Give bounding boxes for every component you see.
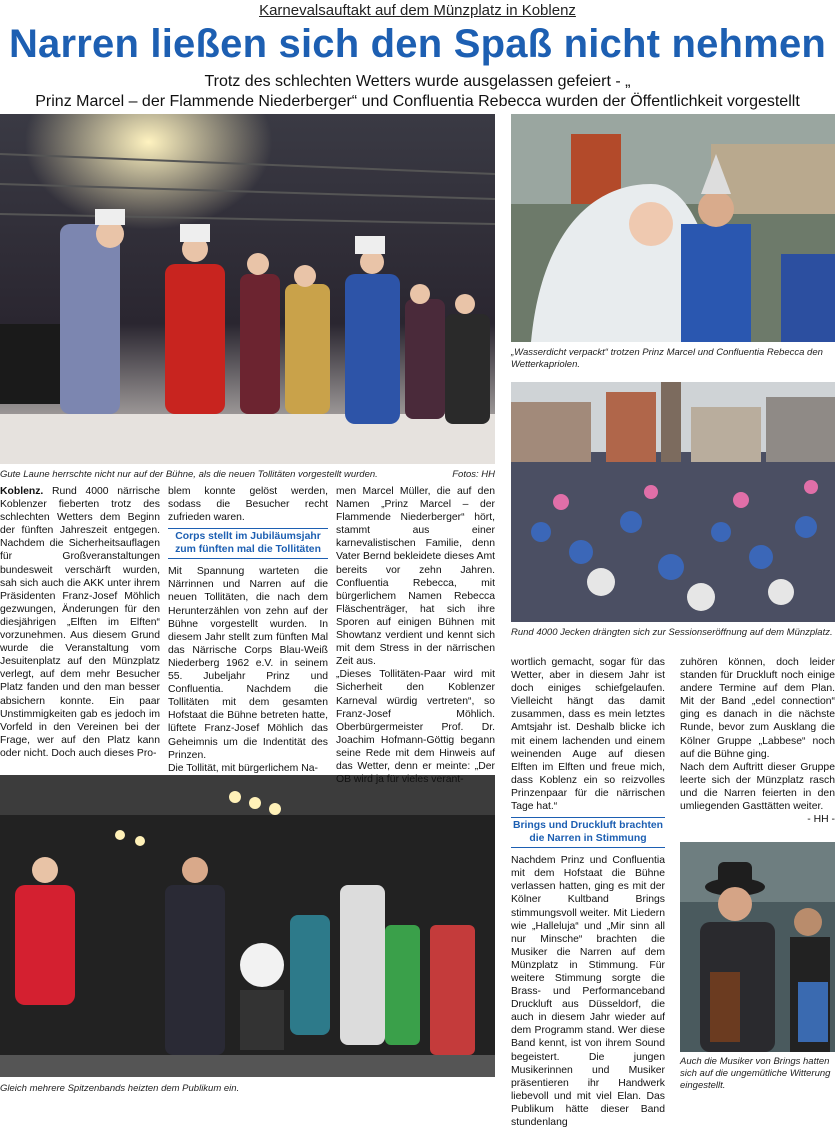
article-col3-quote: „Dieses Tollitäten-Paar wird mit Sicherheit den Koblenzer Karneval würdig vertreten“, so Franz-Josef Möhlich. Oberbürgermeister Prof. Dr. Joachim Hofmann-Göttig begann seine Rede mit dem Hinweis auf das Wetter, denn er meinte: „Der OB wird ja für vieles verant- <box>336 669 495 786</box>
article-author: - HH - <box>807 814 835 826</box>
article-col1-text: Rund 4000 närrische Koblenzer fieberten trotz des schlechten Wetters dem Beginn der fünften Jahreszeit entgegen. Nachdem die Sicherheitsauflagen für Großveranstaltungen bundesweit verschärft wurden, sah sich auch die AKK unter ihrem Präsidenten Franz-Josef Möhlich gezwungen, Änderungen für den diesjährigen „Elften im Elften“ vorzunehmen. Aus diesem Grund wurde die Veranstaltung vom Jesuitenplatz auf den Münzplatz verlegt, auf dem mehr Besucher Platz fanden und den man besser absichern konnte. Ein paar Unstimmigkeiten gab es jedoch im Vorfeld in den Vereinen bei der Frage, wer auf den Platz kann oder nicht. Doch auch dieses Pro- <box>0 486 160 759</box>
photo-brings-musician <box>680 842 835 1052</box>
article-col3-body: men Marcel Müller, die auf den Namen „Prinz Marcel – der Flammende Niederberger“ hört, stammt aus einer karnevalistischen Familie, denn Vater Bernd bekleidete dieses Amt bereits vor zehn Jahren. Confluentia Rebecca, mit bürgerlichem Namen Rebecca Fläschenträger, hat sich ihre Sporen auf einigen Bühnen mit Showtanz verdient und kennt sich mit dem Stress in der närrischen Zeit aus. <box>336 486 495 668</box>
photo-stage-tollitaeten <box>0 114 495 464</box>
article-column-2 <box>168 485 328 775</box>
caption-photo-credit: Fotos: HH <box>452 469 495 480</box>
subhead-line-2: Prinz Marcel – der Flammende Niederberger“ und Confluentia Rebecca wurden der Öffentlichkeit vorgestellt <box>35 93 800 110</box>
photo-bands-stage <box>0 775 495 1077</box>
caption-crowd: Rund 4000 Jecken drängten sich zur Sessionseröffnung auf dem Münzplatz. <box>511 627 833 638</box>
article-column-3 <box>336 485 495 786</box>
kicker-line: Karnevalsauftakt auf dem Münzplatz in Koblenz <box>259 2 576 19</box>
headline: Narren ließen sich den Spaß nicht nehmen <box>8 22 827 66</box>
article-col4-body: Nachdem Prinz und Confluentia mit dem Hofstaat die Bühne verlassen hatten, ging es mit der Kölner Kultband Brings stimmungsvoll weiter. Mit Liedern wie „Halleluja“ und „Mir sinn all nur Minsche“ brachten die Musiker die Narren auf dem Münzplatz in Stimmung. Für weitere Stimmung sorgte die Brass- und Performanceband Druckluft aus Düsseldorf, die auch in diesem Jahr wieder auf dem Programm stand. Wer diese Band kennt, ist von ihrem Sound begeistert. Die jungen Musikerinnen und Musiker präsentieren ihr Handwerk liebevoll und mit viel Elan. Das Publikum hätte dieser Band stundenlang <box>511 855 665 1128</box>
article-column-1 <box>0 485 160 760</box>
article-col5-end: Nach dem Auftritt dieser Gruppe leerte sich der Münzplatz rasch und die Narren feierten in den umliegenden Gasttätten weiter. <box>680 761 835 813</box>
article-column-5 <box>680 656 835 826</box>
photo-prince-confluentia-poncho <box>511 114 835 342</box>
article-column-4 <box>511 656 665 1129</box>
article-col2-intro: blem konnte gelöst werden, sodass die Besucher recht zufrieden waren. <box>168 486 328 524</box>
caption-musician: Auch die Musiker von Brings hatten sich auf die ungemütliche Witterung eingestellt. <box>680 1056 831 1091</box>
caption-stage: Gute Laune herrschte nicht nur auf der Bühne, als die neuen Tollitäten vorgestellt wurden. <box>0 469 378 480</box>
caption-poncho: „Wasserdicht verpackt“ trotzen Prinz Marcel und Confluentia Rebecca den Wetterkapriolen. <box>511 347 823 370</box>
subheadline <box>0 72 835 112</box>
article-col5-body: zuhören können, doch leider standen für Druckluft noch einige andere Termine auf dem Plan. Mit der Band „edel connection“ ging es danach in die nächste Runde, bevor zum Ausklang die Kölner Gruppe „Labbese“ noch auf die Bühne ging. <box>680 657 835 760</box>
subtitle-corps-jubilaeum: Corps stellt im Jubiläumsjahr zum fünften mal die Tollitäten <box>168 528 328 559</box>
subhead-line-1: Trotz des schlechten Wetters wurde ausgelassen gefeiert - „ <box>204 73 631 90</box>
subtitle-brings-druckluft: Brings und Druckluft brachten die Narren in Stimmung <box>511 817 665 848</box>
article-location: Koblenz. <box>0 486 44 497</box>
photo-crowd-muenzplatz <box>511 382 835 622</box>
caption-bands: Gleich mehrere Spitzenbands heizten dem Publikum ein. <box>0 1083 240 1094</box>
article-col2-end: Die Tollität, mit bürgerlichem Na- <box>168 762 318 774</box>
article-col4-quote: wortlich gemacht, sogar für das Wetter, aber in diesem Jahr ist doch einiges schiefgelaufen. Vielleicht hängt das damit zusammen, dass es mein letztes Amtsjahr ist. Deshalb blicke ich mit einem lachenden und einem weinenden Auge auf diesen Elften im Elften und freue mich, dass Koblenz ein so reizvolles Prinzenpaar für die närrischen Tage hat.“ <box>511 657 665 813</box>
article-col2-body: Mit Spannung warteten die Närrinnen und Narren auf die neuen Tollitäten, die nach dem Herunterzählen von zehn auf der Bühne vorgestellt wurden. In diesem Jahr stellt zum fünften Mal das Närrische Corps Blau-Weiß Niederberg 1962 e.V. in seinem 55. Jubeljahr Prinz und Confluentia. Nachdem die Tollitäten mit dem gesamten Hofstaat die Bühne betreten hatte, lüftete Franz-Josef Möhlich das Geheimnis um die Indentität des Prinzen. <box>168 566 328 761</box>
